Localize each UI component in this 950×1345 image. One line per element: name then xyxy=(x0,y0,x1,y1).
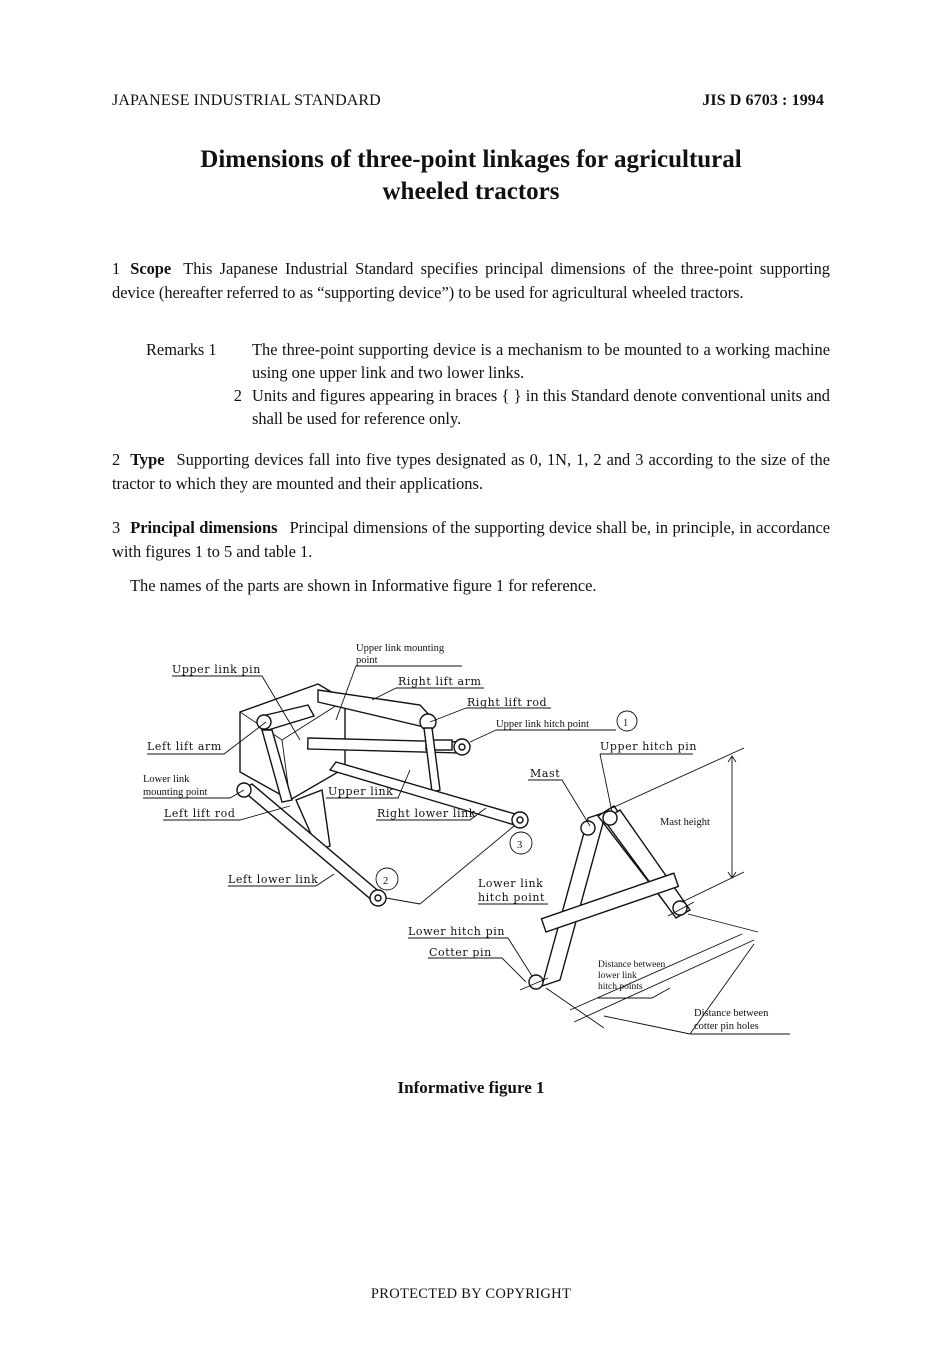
section-text: This Japanese Industrial Standard specifies principal dimensions of the three-point supporting device (hereafter referred to as “supporting device”) to be used for agricultural wheeled tractors. xyxy=(112,259,830,302)
label-cotter-pin: Cotter pin xyxy=(429,946,492,959)
section-number: 2 xyxy=(112,450,121,469)
label-left-lower-link: Left lower link xyxy=(228,873,319,886)
label-upper-link-pin: Upper link pin xyxy=(172,663,261,676)
label-right-lift-arm: Right lift arm xyxy=(398,675,482,688)
label-distance-cotter-pin-holes-2: cotter pin holes xyxy=(694,1021,759,1032)
remark-number: 1 xyxy=(208,340,217,359)
label-lower-link-hitch-point-2: hitch point xyxy=(478,891,546,904)
label-distance-cotter-pin-holes: Distance between xyxy=(694,1008,769,1019)
remark-text: The three-point supporting device is a mechanism to be mounted to a working machine using one upper link and two lower links. xyxy=(252,340,830,382)
title-line-1: Dimensions of three-point linkages for agricultural xyxy=(200,146,742,173)
label-left-lift-rod: Left lift rod xyxy=(164,807,236,820)
label-mast-height: Mast height xyxy=(660,817,710,828)
label-lower-link-hitch-point: Lower link xyxy=(478,877,544,890)
standard-number-header: JIS D 6703 : 1994 xyxy=(702,92,824,109)
title-line-2: wheeled tractors xyxy=(382,178,560,205)
copyright-footer: PROTECTED BY COPYRIGHT xyxy=(370,1286,572,1302)
label-upper-link: Upper link xyxy=(328,785,394,798)
section-heading: Principal dimensions xyxy=(130,518,278,537)
figure-caption: Informative figure 1 xyxy=(397,1078,545,1097)
marker-1: 1 xyxy=(623,718,629,729)
label-upper-link-mounting-point: Upper link mounting xyxy=(356,643,445,654)
callout-markers xyxy=(376,711,637,890)
label-right-lift-rod: Right lift rod xyxy=(467,696,548,709)
right-lift-rod xyxy=(424,728,440,792)
label-upper-link-mounting-point-2: point xyxy=(356,655,378,666)
label-upper-hitch-pin: Upper hitch pin xyxy=(600,740,698,753)
marker-2: 2 xyxy=(383,876,389,887)
remarks-label: Remarks xyxy=(146,340,205,359)
parts-note: The names of the parts are shown in Informative figure 1 for reference. xyxy=(130,576,597,595)
section-heading: Scope xyxy=(130,259,172,278)
remark-number: 2 xyxy=(233,386,242,405)
label-lower-link-mounting-point: Lower link xyxy=(143,774,190,785)
section-text: Principal dimensions of the supporting device shall be, in principle, in accordance with figures 1 to 5 and table 1. xyxy=(112,518,830,561)
marker-3: 3 xyxy=(517,840,523,851)
standard-org-header: JAPANESE INDUSTRIAL STANDARD xyxy=(112,92,381,109)
remark-text: Units and figures appearing in braces { } in this Standard denote conventional units and shall be used for reference only. xyxy=(252,386,830,428)
label-distance-lower-link-hitch-points-3: hitch points xyxy=(598,982,643,992)
section-number: 3 xyxy=(112,518,121,537)
label-lower-hitch-pin: Lower hitch pin xyxy=(408,925,506,938)
label-distance-lower-link-hitch-points-2: lower link xyxy=(598,971,637,981)
label-left-lift-arm: Left lift arm xyxy=(147,740,222,753)
label-mast: Mast xyxy=(530,767,561,780)
section-number: 1 xyxy=(112,259,121,278)
label-lower-link-mounting-point-2: mounting point xyxy=(143,787,208,798)
section-heading: Type xyxy=(130,450,165,469)
label-upper-link-hitch-point: Upper link hitch point xyxy=(496,719,590,730)
section-text: Supporting devices fall into five types designated as 0, 1N, 1, 2 and 3 according to the size of the tractor to which they are mounted and their applications. xyxy=(112,450,830,493)
label-right-lower-link: Right lower link xyxy=(377,807,477,820)
label-distance-lower-link-hitch-points: Distance between xyxy=(598,960,666,970)
